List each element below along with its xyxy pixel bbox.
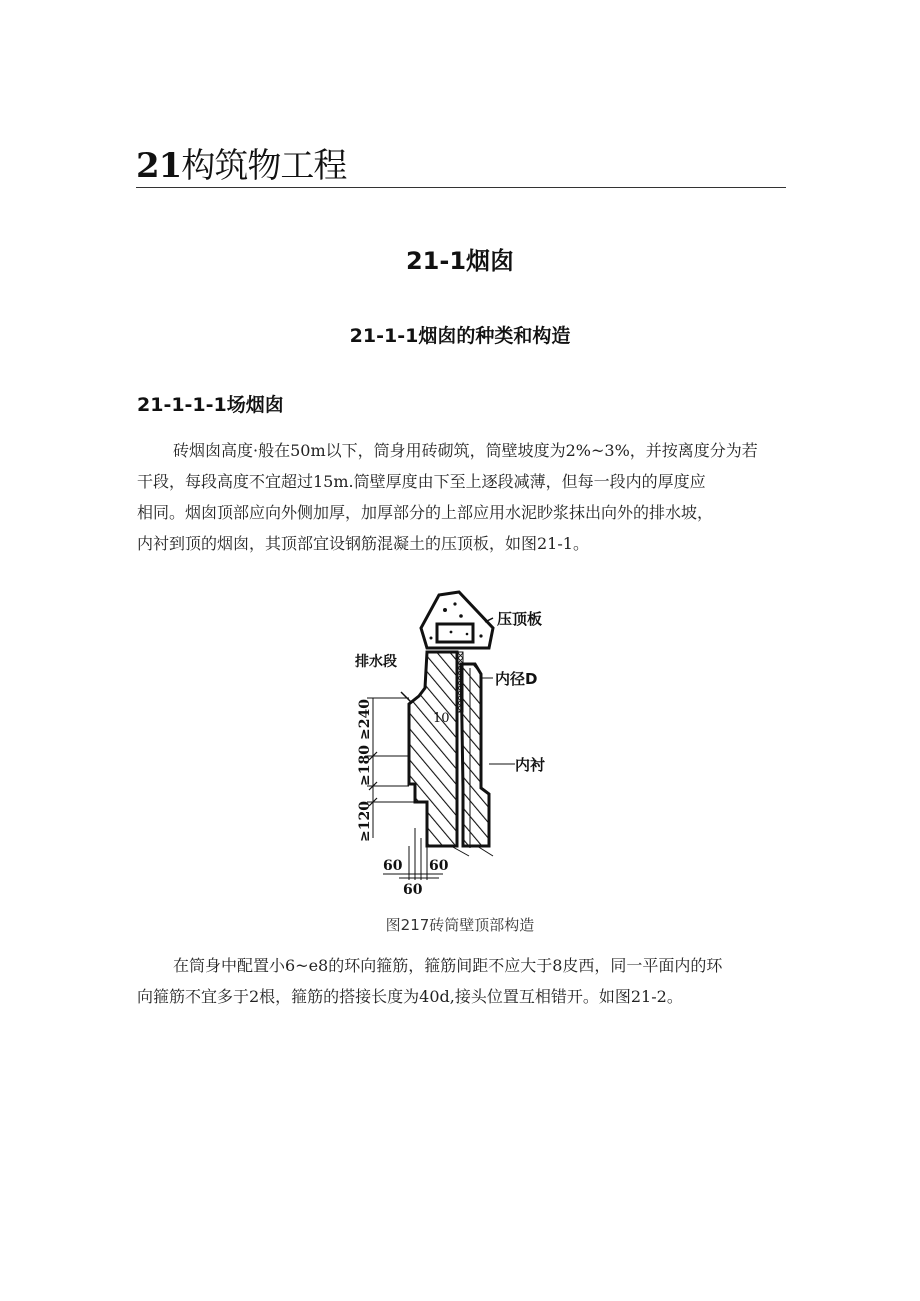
label-cap-plate: 压顶板 — [497, 610, 543, 628]
label-drain: 排水段 — [355, 654, 397, 670]
paragraph-line: 向箍筋不宜多于2根，箍筋的搭接长度为40d,接头位置互相错开。如图21-2。 — [137, 987, 683, 1006]
label-inner-diameter: 内径D — [495, 670, 538, 688]
paragraph-line: 干段，每段高度不宜超过15m.筒壁厚度由下至上逐段减薄，但每一段内的厚度应 — [137, 472, 706, 491]
paragraph-line: 内衬到顶的烟囱，其顶部宜设钢筋混凝土的压顶板，如图21-1。 — [137, 534, 589, 553]
chapter-title-rule — [136, 187, 786, 188]
brick-wall-shape — [409, 652, 457, 846]
body-paragraph-1 — [137, 435, 787, 559]
chapter-number: 21 — [136, 146, 182, 186]
section-heading: 21-1烟囱 — [405, 247, 515, 275]
insulation-strip — [457, 652, 463, 712]
label-gap: 10 — [433, 711, 450, 726]
inner-lining-shape — [461, 664, 489, 846]
body-paragraph-2 — [137, 950, 787, 1012]
chapter-title-text: 构筑物工程 — [181, 146, 347, 186]
paragraph-line: 在筒身中配置小6~e8的环向箍筋，箍筋间距不应大于8皮西，同一平面内的环 — [173, 956, 723, 975]
label-dim-60-right: 60 — [429, 858, 449, 874]
cap-plate-shape — [421, 592, 493, 648]
label-dim-240: ≥240 — [357, 699, 373, 740]
subsection-heading: 21-1-1烟囱的种类和构造 — [349, 325, 571, 347]
chimney-wall-top-figure — [343, 588, 583, 908]
figure-caption: 图217砖筒壁顶部构造 — [385, 916, 535, 934]
label-dim-60-bottom: 60 — [403, 882, 423, 898]
paragraph-line: 砖烟囱高度·般在50m以下，筒身用砖砌筑，筒壁坡度为2%~3%，并按离度分为若 — [173, 441, 758, 460]
subsubsection-heading: 21-1-1-1场烟囱 — [137, 394, 284, 416]
paragraph-line: 相同。烟囱顶部应向外侧加厚，加厚部分的上部应用水泥眇浆抹出向外的排水坡， — [137, 503, 714, 522]
label-dim-120: ≥120 — [357, 801, 373, 842]
label-lining: 内衬 — [515, 756, 546, 774]
chapter-title — [136, 138, 346, 187]
label-dim-180: ≥180 — [357, 745, 373, 786]
label-dim-60-left: 60 — [383, 858, 403, 874]
